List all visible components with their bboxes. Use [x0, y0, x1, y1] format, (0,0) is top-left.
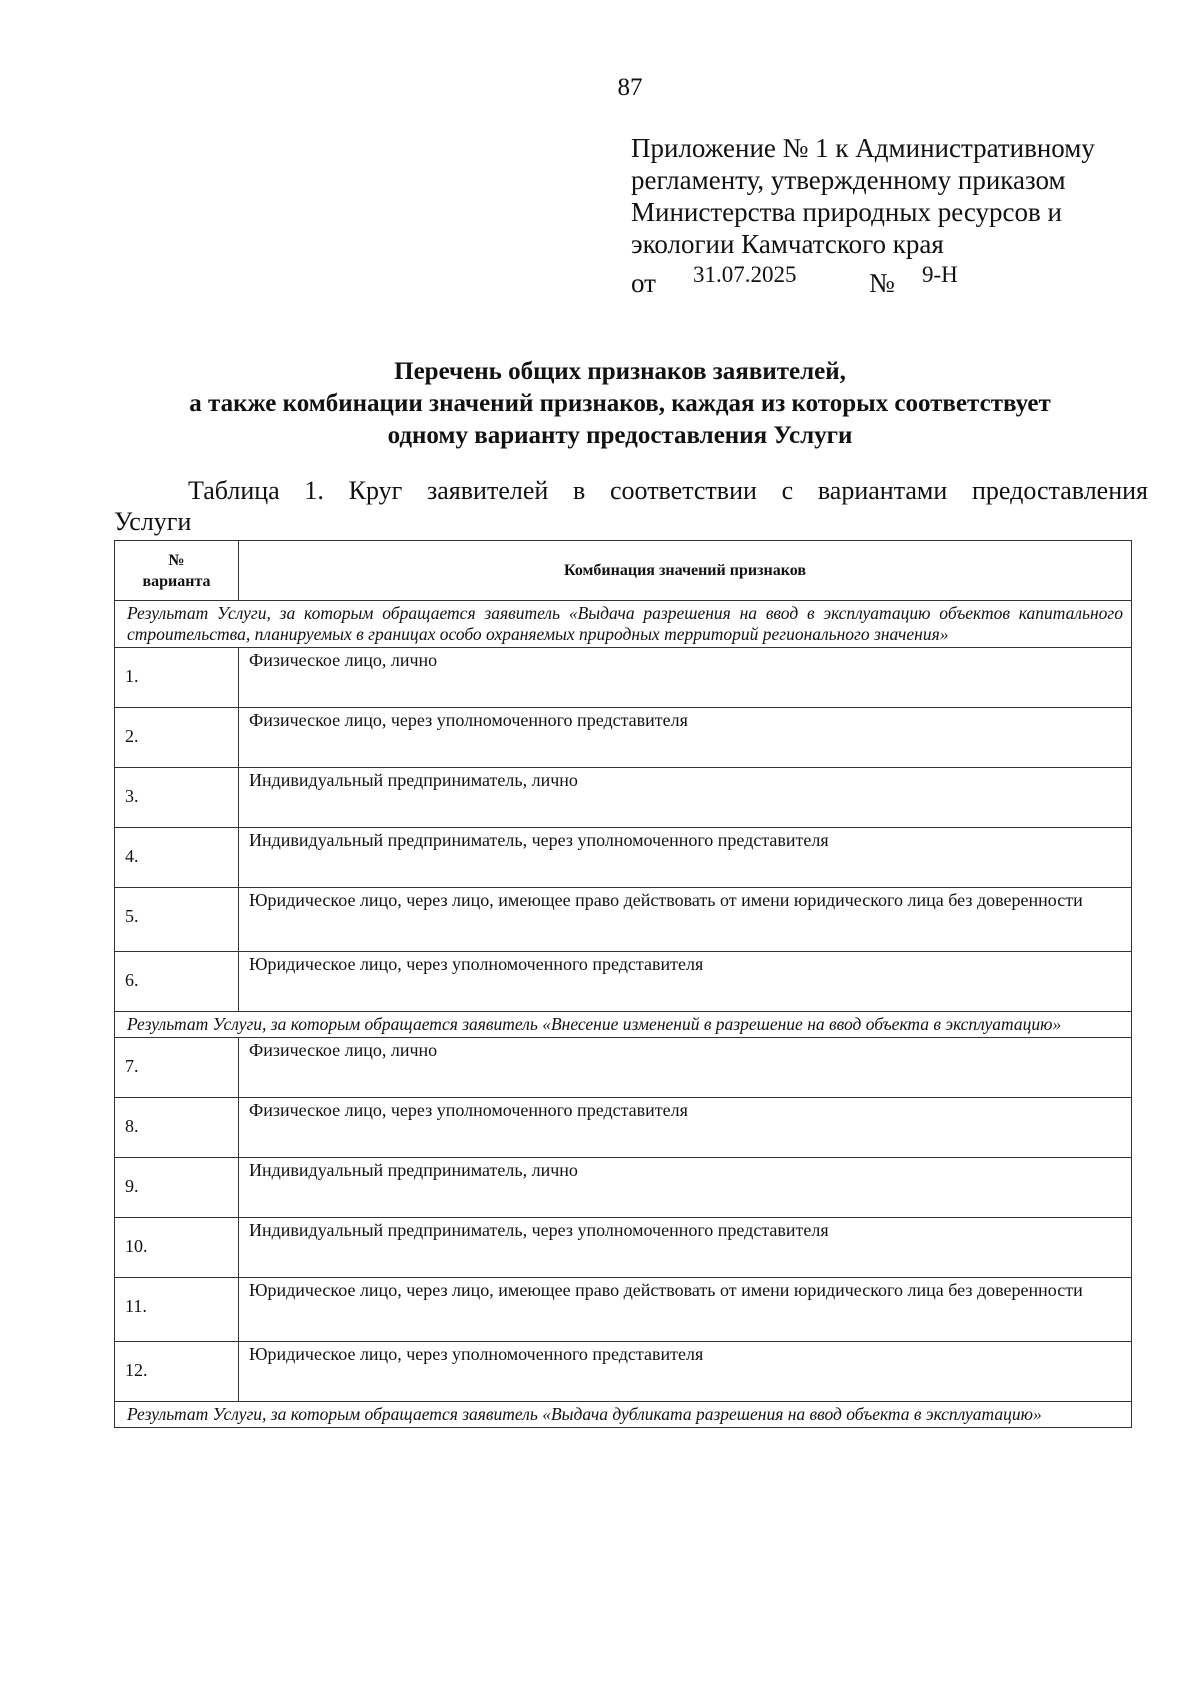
- appendix-line: Министерства природных ресурсов и: [631, 197, 1062, 227]
- table-row: [115, 952, 1132, 1012]
- table-row: [115, 1098, 1132, 1158]
- variant-combination: Юридическое лицо, через уполномоченного представителя: [239, 952, 1132, 1012]
- table-row: [115, 1038, 1132, 1098]
- variant-number: 1.: [115, 648, 239, 708]
- variant-combination: Индивидуальный предприниматель, через уполномоченного представителя: [239, 828, 1132, 888]
- variant-number: 8.: [115, 1098, 239, 1158]
- variant-combination: Физическое лицо, лично: [239, 648, 1132, 708]
- variant-number: 12.: [115, 1342, 239, 1402]
- section-row: [115, 601, 1132, 648]
- variant-combination: Юридическое лицо, через лицо, имеющее право действовать от имени юридического лица без доверенности: [239, 888, 1132, 952]
- header-num-label: варианта: [142, 572, 211, 590]
- caption-line: Услуги: [114, 507, 192, 536]
- table-row: [115, 768, 1132, 828]
- section-title: Результат Услуги, за которым обращается заявитель «Выдача разрешения на ввод в эксплуатацию объектов капитального строительства, планируемых в границах особо охраняемых природных территорий регионального значения»: [115, 601, 1132, 648]
- applicants-table: [114, 540, 1132, 1428]
- variant-combination: Индивидуальный предприниматель, лично: [239, 1158, 1132, 1218]
- order-date: 31.07.2025: [693, 262, 797, 287]
- table-row: [115, 888, 1132, 952]
- from-label: от: [631, 268, 656, 298]
- variant-number: 10.: [115, 1218, 239, 1278]
- variant-combination: Физическое лицо, через уполномоченного представителя: [239, 708, 1132, 768]
- number-sign: №: [869, 268, 895, 298]
- title-line: Перечень общих признаков заявителей,: [394, 358, 846, 385]
- table-row: [115, 828, 1132, 888]
- appendix-line: экологии Камчатского края: [631, 229, 944, 259]
- section-title: Результат Услуги, за которым обращается заявитель «Выдача дубликата разрешения на ввод объекта в эксплуатацию»: [115, 1402, 1132, 1428]
- table-caption: [114, 475, 1148, 537]
- title-line: а также комбинации значений признаков, каждая из которых соответствует: [189, 390, 1051, 417]
- title-line: одному варианту предоставления Услуги: [387, 422, 853, 449]
- section-row: [115, 1402, 1132, 1428]
- variant-number: 2.: [115, 708, 239, 768]
- table-row: [115, 1278, 1132, 1342]
- variant-combination: Юридическое лицо, через лицо, имеющее право действовать от имени юридического лица без доверенности: [239, 1278, 1132, 1342]
- appendix-block: [631, 132, 1151, 260]
- order-date-number: [631, 262, 991, 296]
- variant-number: 4.: [115, 828, 239, 888]
- header-num-sign: №: [168, 551, 185, 569]
- header-variant-number: [115, 541, 239, 601]
- page-number: 87: [617, 74, 643, 101]
- table-row: [115, 1158, 1132, 1218]
- table-row: [115, 648, 1132, 708]
- variant-combination: Индивидуальный предприниматель, лично: [239, 768, 1132, 828]
- section-row: [115, 1012, 1132, 1038]
- variant-number: 6.: [115, 952, 239, 1012]
- table-row: [115, 708, 1132, 768]
- variant-number: 11.: [115, 1278, 239, 1342]
- variant-number: 3.: [115, 768, 239, 828]
- order-number: 9-Н: [922, 262, 958, 287]
- caption-line: Таблица 1. Круг заявителей в соответствии с вариантами предоставления: [188, 476, 1148, 505]
- variant-number: 9.: [115, 1158, 239, 1218]
- appendix-line: регламенту, утвержденному приказом: [631, 165, 1066, 195]
- section-title: Результат Услуги, за которым обращается заявитель «Внесение изменений в разрешение на ввод объекта в эксплуатацию»: [115, 1012, 1132, 1038]
- table-row: [115, 1218, 1132, 1278]
- appendix-line: Приложение № 1 к Административному: [631, 133, 1095, 163]
- header-combination: Комбинация значений признаков: [239, 541, 1132, 601]
- table-header-row: [115, 541, 1132, 601]
- variant-number: 5.: [115, 888, 239, 952]
- variant-combination: Физическое лицо, через уполномоченного представителя: [239, 1098, 1132, 1158]
- variant-combination: Индивидуальный предприниматель, через уполномоченного представителя: [239, 1218, 1132, 1278]
- document-title: [110, 356, 1130, 452]
- table-row: [115, 1342, 1132, 1402]
- variant-number: 7.: [115, 1038, 239, 1098]
- variant-combination: Физическое лицо, лично: [239, 1038, 1132, 1098]
- variant-combination: Юридическое лицо, через уполномоченного представителя: [239, 1342, 1132, 1402]
